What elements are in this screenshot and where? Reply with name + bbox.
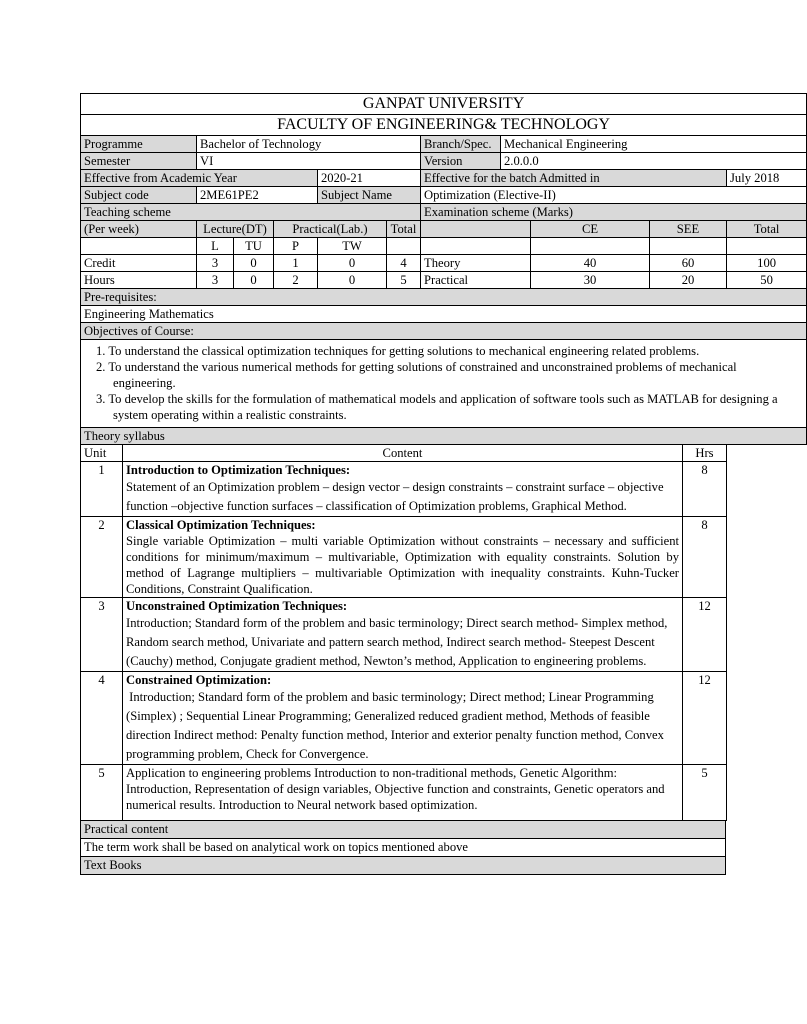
scheme-table — [80, 93, 807, 445]
objective-item: 1. To understand the classical optimization techniques for getting solutions to mechanical engineering related problems. — [96, 344, 700, 358]
content-header: Content — [123, 445, 683, 462]
exam-blank-header — [421, 221, 531, 238]
semester-label: Semester — [81, 153, 197, 170]
practical-ce: 30 — [531, 272, 650, 289]
prerequisites-title: Pre-requisites: — [81, 289, 807, 306]
unit-header: Unit — [81, 445, 123, 462]
exam-total-header: Total — [727, 221, 807, 238]
sub-blank-see — [650, 238, 727, 255]
hours-l: 3 — [197, 272, 234, 289]
unit-number: 2 — [81, 517, 123, 598]
exam-scheme-title: Examination scheme (Marks) — [421, 204, 807, 221]
unit-content — [123, 462, 683, 517]
practical-label: Practical — [421, 272, 531, 289]
branch-label: Branch/Spec. — [421, 136, 501, 153]
lecture-header: Lecture(DT) — [197, 221, 274, 238]
practical-see: 20 — [650, 272, 727, 289]
hours-tu: 0 — [234, 272, 274, 289]
sub-blank — [81, 238, 197, 255]
batch-value: July 2018 — [727, 170, 807, 187]
syllabus-document — [80, 93, 780, 875]
unit-hours: 8 — [683, 462, 727, 517]
credit-p: 1 — [274, 255, 318, 272]
credit-tu: 0 — [234, 255, 274, 272]
branch-value: Mechanical Engineering — [501, 136, 807, 153]
theory-total: 100 — [727, 255, 807, 272]
unit-heading: Introduction to Optimization Techniques: — [126, 463, 351, 477]
objective-item: 2. To understand the various numerical methods for getting solutions of constrained and unconstrained problems of mechanical engineering. — [96, 360, 737, 390]
practical-content-text: The term work shall be based on analytical work on topics mentioned above — [81, 839, 726, 857]
subject-name-value: Optimization (Elective-II) — [421, 187, 807, 204]
theory-see: 60 — [650, 255, 727, 272]
unit-hours: 5 — [683, 765, 727, 821]
unit-heading: Unconstrained Optimization Techniques: — [126, 599, 348, 613]
unit-text: Application to engineering problems Introduction to non-traditional methods, Genetic Algorithm: Introduction, Representation of design variables, Objective function and constraints, Genetic operators and numerical results. Introduction to Neural network based optimization. — [126, 766, 665, 812]
unit-heading: Constrained Optimization: — [126, 673, 272, 687]
practical-lab-header: Practical(Lab.) — [274, 221, 387, 238]
text-books-title: Text Books — [81, 857, 726, 875]
objectives-list — [81, 340, 807, 428]
credit-label: Credit — [81, 255, 197, 272]
faculty-title: FACULTY OF ENGINEERING& TECHNOLOGY — [81, 115, 807, 136]
unit-content — [123, 517, 683, 598]
effective-year-label: Effective from Academic Year — [81, 170, 318, 187]
practical-total: 50 — [727, 272, 807, 289]
hours-label: Hours — [81, 272, 197, 289]
unit-hours: 8 — [683, 517, 727, 598]
unit-number: 1 — [81, 462, 123, 517]
sub-blank-total — [387, 238, 421, 255]
hrs-header: Hrs — [683, 445, 727, 462]
ce-header: CE — [531, 221, 650, 238]
practical-content-title: Practical content — [81, 821, 726, 839]
unit-content — [123, 598, 683, 672]
sub-tu: TU — [234, 238, 274, 255]
unit-text: Statement of an Optimization problem – design vector – design constraints – constraint surface – objective function –objective function surfaces – classification of Optimization problems, Graphical Method. — [126, 480, 664, 513]
sub-l: L — [197, 238, 234, 255]
see-header: SEE — [650, 221, 727, 238]
credit-l: 3 — [197, 255, 234, 272]
prerequisites-text: Engineering Mathematics — [81, 306, 807, 323]
effective-year-value: 2020-21 — [318, 170, 421, 187]
unit-number: 5 — [81, 765, 123, 821]
sub-tw: TW — [318, 238, 387, 255]
practical-table — [80, 820, 726, 875]
unit-heading: Classical Optimization Techniques: — [126, 518, 316, 532]
per-week-header: (Per week) — [81, 221, 197, 238]
version-label: Version — [421, 153, 501, 170]
semester-value: VI — [197, 153, 421, 170]
unit-text: Introduction; Standard form of the problem and basic terminology; Direct search method- Simplex method, Random search method, Univariate and pattern search method, Indirect search method- Steepest Descent (Cauchy) method, Conjugate gradient method, Newton’s method, Application to engineering problems. — [126, 616, 668, 668]
unit-hours: 12 — [683, 598, 727, 672]
theory-ce: 40 — [531, 255, 650, 272]
syllabus-table — [80, 444, 727, 821]
programme-value: Bachelor of Technology — [197, 136, 421, 153]
theory-syllabus-title: Theory syllabus — [81, 428, 807, 445]
unit-number: 3 — [81, 598, 123, 672]
subject-code-label: Subject code — [81, 187, 197, 204]
hours-total: 5 — [387, 272, 421, 289]
unit-content — [123, 765, 683, 821]
hours-p: 2 — [274, 272, 318, 289]
subject-code-value: 2ME61PE2 — [197, 187, 318, 204]
theory-label: Theory — [421, 255, 531, 272]
objectives-title: Objectives of Course: — [81, 323, 807, 340]
unit-content — [123, 672, 683, 765]
subject-name-label: Subject Name — [318, 187, 421, 204]
teaching-scheme-title: Teaching scheme — [81, 204, 421, 221]
sub-blank-exam — [421, 238, 531, 255]
unit-hours: 12 — [683, 672, 727, 765]
unit-text: Single variable Optimization – multi variable Optimization without constraints – necessary and sufficient conditions for minimum/maximum – multivariable, Optimization with equality constraints. Solution by method of Lagrange multipliers – multivariable Optimization with inequality constraints. Kuhn-Tucker Conditions, Constraint Qualification. — [126, 534, 679, 596]
batch-label: Effective for the batch Admitted in — [421, 170, 727, 187]
credit-total: 4 — [387, 255, 421, 272]
unit-number: 4 — [81, 672, 123, 765]
objective-item: 3. To develop the skills for the formulation of mathematical models and application of software tools such as MATLAB for designing a system operating within a realistic constraints. — [96, 392, 778, 422]
teaching-total-header: Total — [387, 221, 421, 238]
credit-tw: 0 — [318, 255, 387, 272]
sub-p: P — [274, 238, 318, 255]
university-title: GANPAT UNIVERSITY — [81, 94, 807, 115]
unit-text: Introduction; Standard form of the problem and basic terminology; Direct method; Linear Programming (Simplex) ; Sequential Linear Programming; Generalized reduced gradient method, Methods of feasible direction Indirect method: Penalty function method, Interior and exterior penalty function method, Convex programming problem, Check for Convergence. — [126, 690, 668, 761]
version-value: 2.0.0.0 — [501, 153, 807, 170]
sub-blank-exam-total — [727, 238, 807, 255]
sub-blank-ce — [531, 238, 650, 255]
programme-label: Programme — [81, 136, 197, 153]
hours-tw: 0 — [318, 272, 387, 289]
